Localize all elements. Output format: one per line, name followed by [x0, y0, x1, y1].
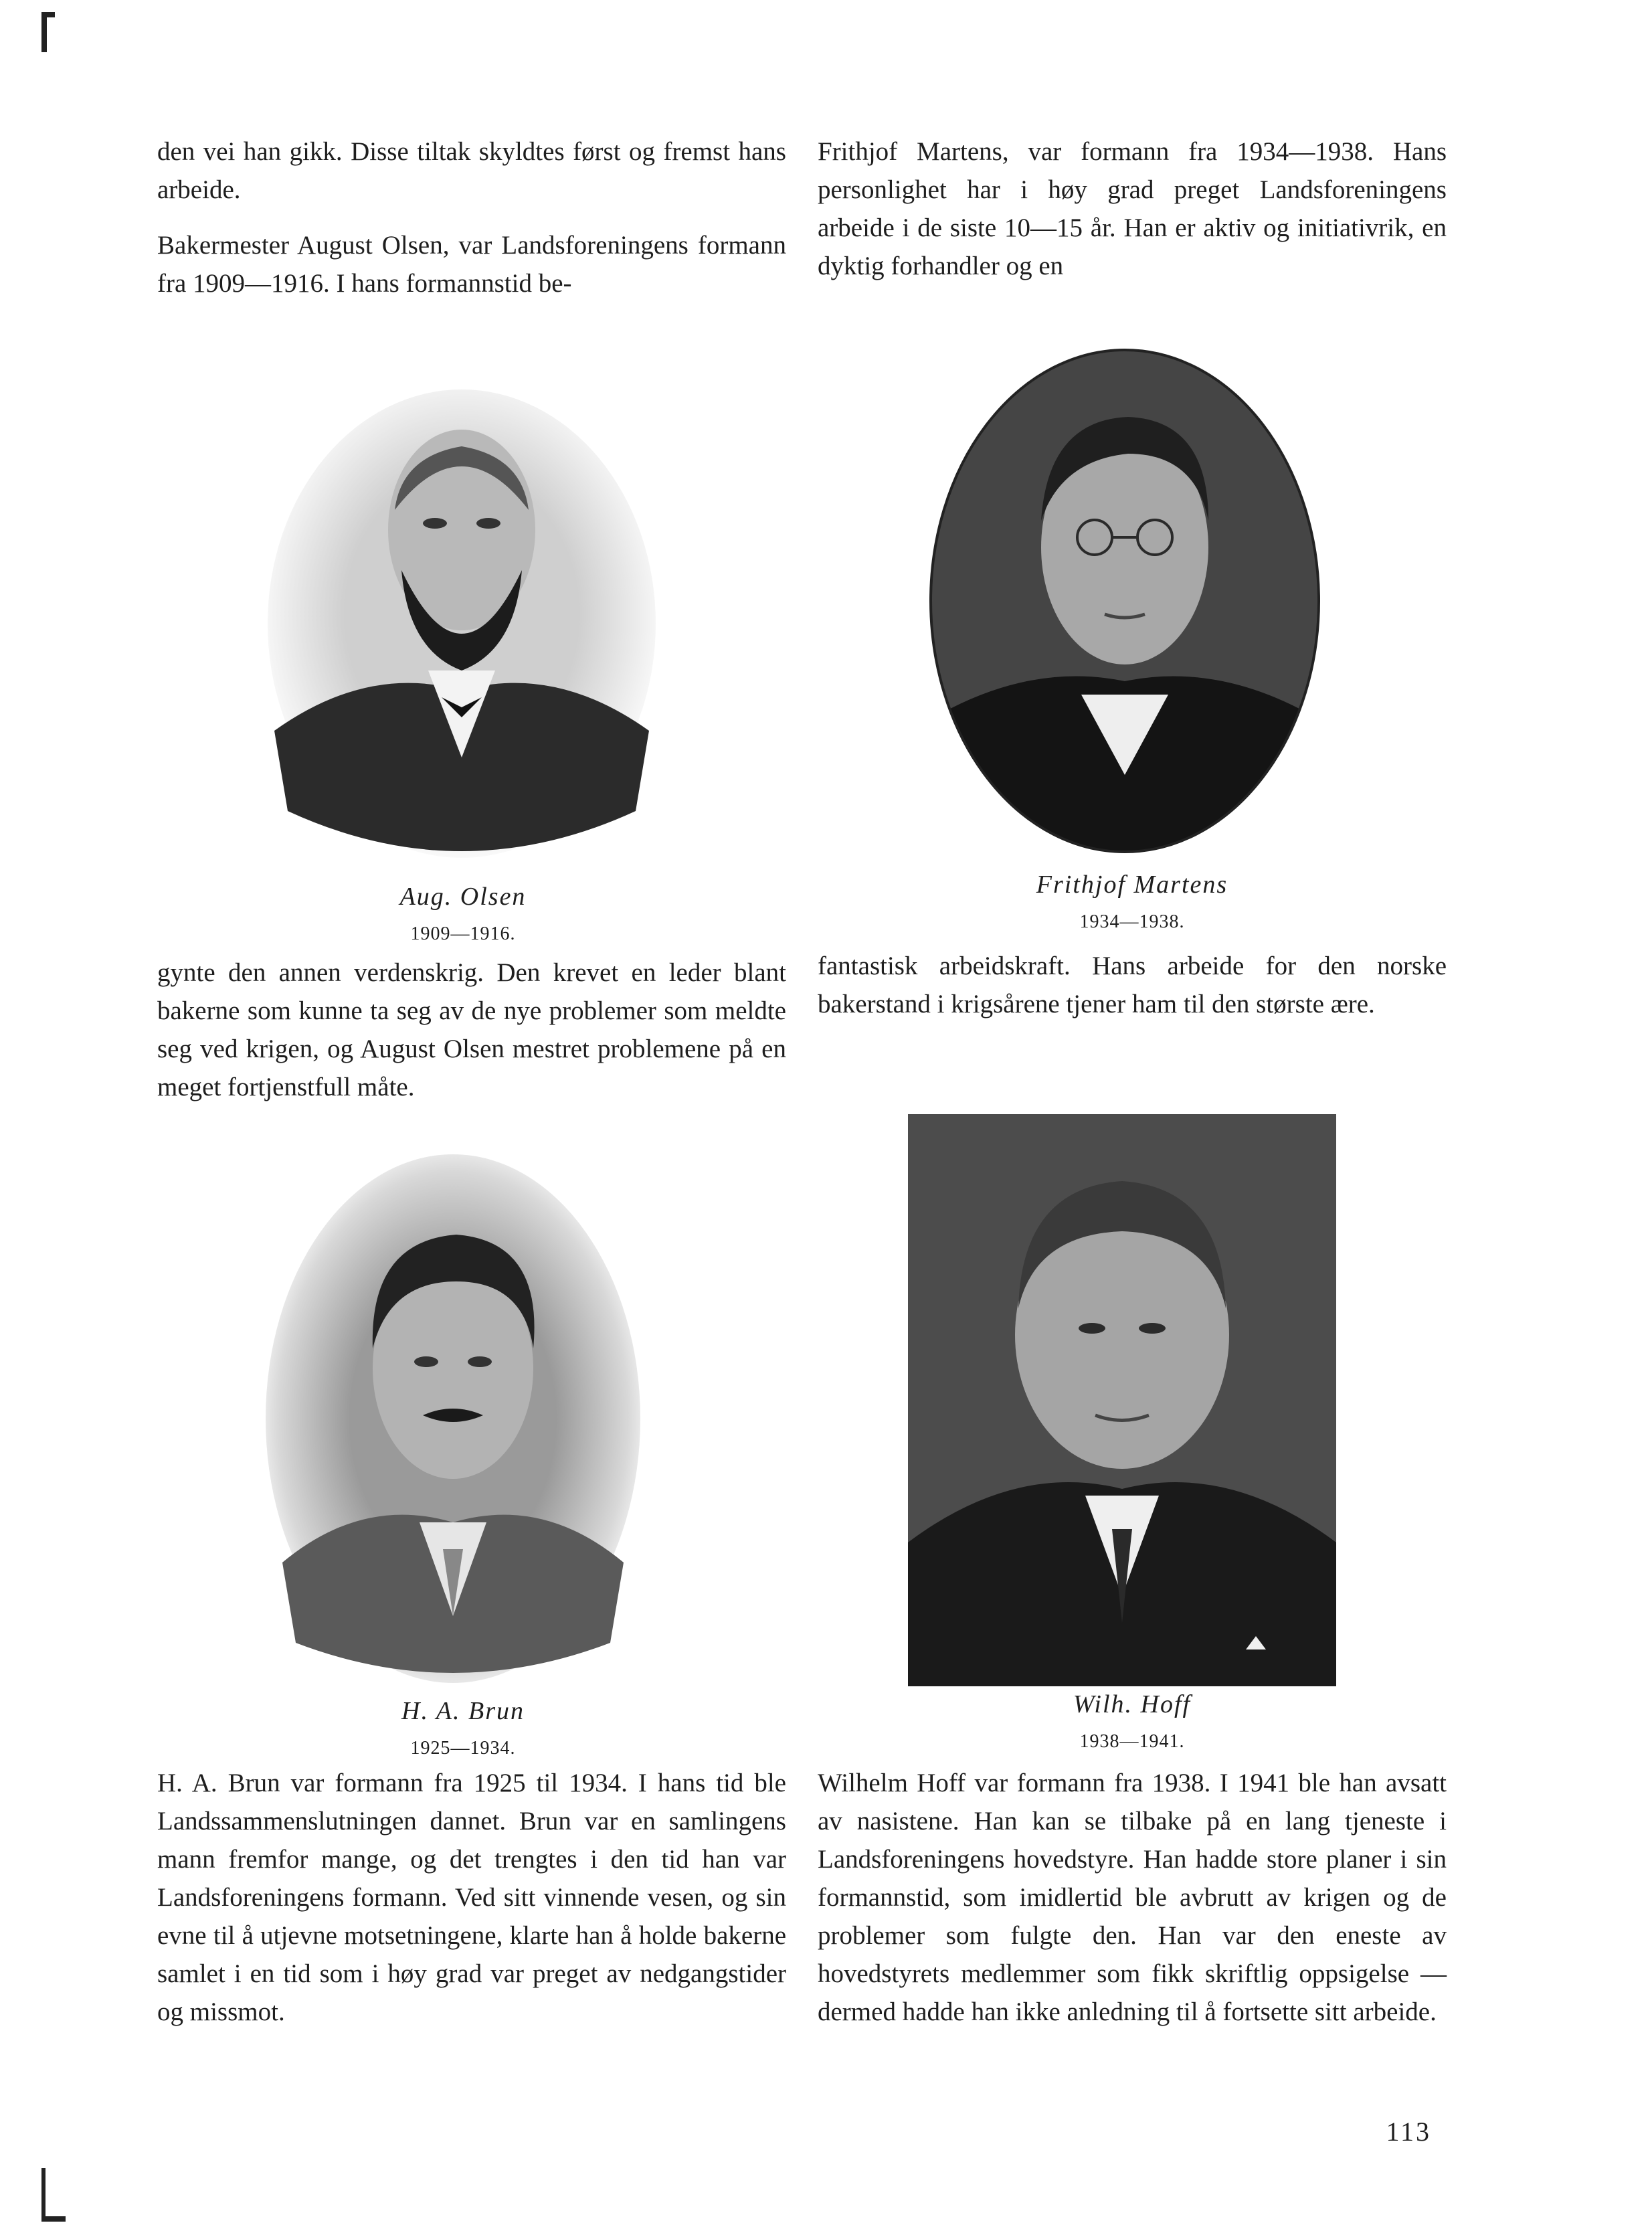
portrait-brun	[262, 1148, 644, 1690]
caption-name-brun: H. A. Brun	[401, 1697, 525, 1725]
bottom-right-text	[818, 1764, 1447, 2031]
caption-name-olsen: Aug. Olsen	[399, 883, 527, 911]
text-paragraph: Bakermester August Olsen, var Landsforeningens formann fra 1909—1916. I hans formannstid be-	[157, 231, 786, 298]
caption-years-brun: 1925—1934.	[410, 1738, 516, 1759]
text-paragraph: H. A. Brun var formann fra 1925 til 1934. I hans tid ble Landssammenslutningen dannet. Brun var en samlingens mann fremfor mange, og det trengtes i den tid han var Landsforeningens formann. Ved sitt vinnende vesen, og sin evne til å utjevne motsetningene, klarte han å holde bakerne samlet i en tid som i høy grad var preget av nedgangstider og missmot.	[157, 1769, 786, 2026]
portrait-hoff	[908, 1114, 1336, 1686]
scan-mark-bottom-left-bar	[41, 2216, 66, 2222]
text-paragraph: den vei han gikk. Disse tiltak skyldtes først og fremst hans arbeide.	[157, 137, 786, 204]
caption-years-olsen: 1909—1916.	[410, 923, 516, 944]
scan-mark-top-left	[41, 12, 47, 52]
caption-years-hoff: 1938—1941.	[1079, 1731, 1185, 1752]
text-paragraph: gynte den annen verdenskrig. Den krevet en leder blant bakerne som kunne ta seg av de nye problemer som meldte seg ved krigen, og August Olsen mestret problemene på en meget fortjenstfull måte.	[157, 958, 786, 1101]
scan-mark-bottom-left	[41, 2168, 45, 2222]
text-paragraph: Frithjof Martens, var formann fra 1934—1938. Hans personlighet har i høy grad preget Landsforeningens arbeide i de siste 10—15 år. Han er aktiv og initiativrik, en dyktig forhandler og en	[818, 137, 1447, 280]
caption-years-martens: 1934—1938.	[1079, 911, 1185, 932]
bottom-left-text	[157, 1764, 786, 2031]
page-number: 113	[1386, 2117, 1431, 2147]
top-right-text	[818, 132, 1447, 285]
scan-mark-top-left-bar	[41, 12, 55, 17]
portrait-olsen	[261, 383, 662, 878]
caption-name-hoff: Wilh. Hoff	[1073, 1690, 1192, 1718]
middle-right-text	[818, 947, 1447, 1023]
text-paragraph: fantastisk arbeidskraft. Hans arbeide for den norske bakerstand i krigsårene tjener ham til den største ære.	[818, 952, 1447, 1018]
middle-left-text	[157, 954, 786, 1106]
text-paragraph: Wilhelm Hoff var formann fra 1938. I 1941 ble han avsatt av nasistene. Han kan se tilbake på en lang tjeneste i Landsforeningens hovedstyre. Han hadde store planer i sin formannstid, som imidlertid ble avbrutt av krigen og de problemer som fulgte den. Han var den eneste av hovedstyrets medlemmer som fikk skriftlig oppsigelse — dermed hadde han ikke anledning til å fortsette sitt arbeide.	[818, 1769, 1447, 2026]
top-left-text	[157, 132, 786, 302]
caption-name-martens: Frithjof Martens	[1036, 871, 1228, 899]
portrait-martens	[927, 347, 1322, 855]
